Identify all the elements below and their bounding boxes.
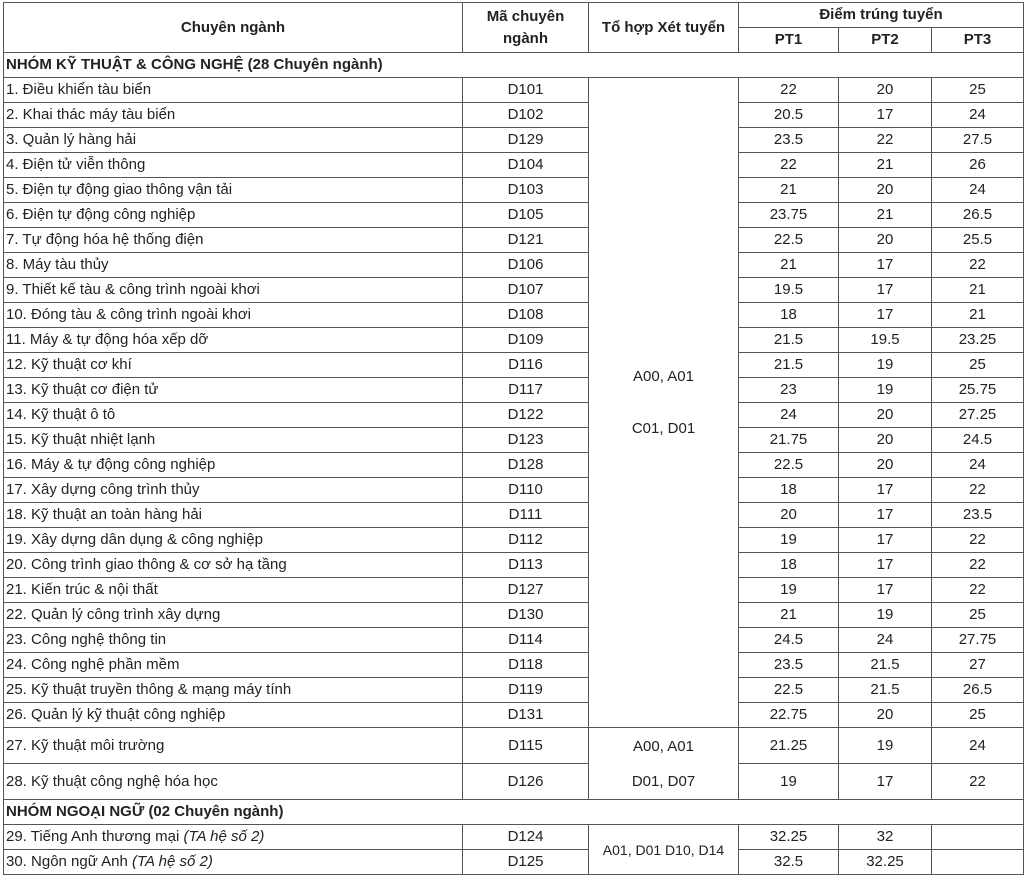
major-name: 22. Quản lý công trình xây dựng (4, 603, 463, 628)
group-title: NHÓM NGOẠI NGỮ (02 Chuyên ngành) (4, 800, 1024, 825)
header-pt1: PT1 (739, 28, 839, 53)
major-name: 9. Thiết kế tàu & công trình ngoài khơi (4, 278, 463, 303)
score-pt1: 18 (739, 553, 839, 578)
major-name: 11. Máy & tự động hóa xếp dỡ (4, 328, 463, 353)
score-pt1: 21.25 (739, 728, 839, 764)
score-pt3: 25 (932, 603, 1024, 628)
score-pt3: 26 (932, 153, 1024, 178)
score-pt2: 20 (839, 178, 932, 203)
table-row (4, 603, 1024, 628)
combo-cell: A01, D01 D10, D14 (589, 825, 739, 875)
table-row (4, 78, 1024, 103)
major-code: D124 (463, 825, 589, 850)
score-pt1: 22.5 (739, 453, 839, 478)
score-pt1: 23.75 (739, 203, 839, 228)
table-row (4, 764, 1024, 800)
score-pt1: 19.5 (739, 278, 839, 303)
combo-cell (589, 78, 739, 728)
score-pt2: 21 (839, 153, 932, 178)
major-code: D112 (463, 528, 589, 553)
major-code: D107 (463, 278, 589, 303)
score-pt3: 24 (932, 178, 1024, 203)
major-name: 26. Quản lý kỹ thuật công nghiệp (4, 703, 463, 728)
score-pt1: 23.5 (739, 128, 839, 153)
major-code: D101 (463, 78, 589, 103)
major-code: D127 (463, 578, 589, 603)
table-row (4, 378, 1024, 403)
table-row (4, 528, 1024, 553)
major-code: D111 (463, 503, 589, 528)
score-pt1: 18 (739, 478, 839, 503)
score-pt2: 19 (839, 728, 932, 764)
table-row (4, 228, 1024, 253)
score-pt2: 17 (839, 553, 932, 578)
table-row (4, 203, 1024, 228)
score-pt2: 19.5 (839, 328, 932, 353)
score-pt3: 24.5 (932, 428, 1024, 453)
table-row (4, 703, 1024, 728)
score-pt2: 17 (839, 303, 932, 328)
major-name: 21. Kiến trúc & nội thất (4, 578, 463, 603)
major-code: D121 (463, 228, 589, 253)
major-name: 2. Khai thác máy tàu biển (4, 103, 463, 128)
major-code: D131 (463, 703, 589, 728)
score-pt3: 26.5 (932, 203, 1024, 228)
major-code: D105 (463, 203, 589, 228)
score-pt3: 24 (932, 728, 1024, 764)
score-pt1: 20.5 (739, 103, 839, 128)
score-pt1: 21 (739, 253, 839, 278)
header-code (463, 3, 589, 53)
score-pt3: 27.5 (932, 128, 1024, 153)
major-name: 12. Kỹ thuật cơ khí (4, 353, 463, 378)
score-pt2: 17 (839, 253, 932, 278)
score-pt2: 19 (839, 603, 932, 628)
major-name-text: 30. Ngôn ngữ Anh (6, 853, 132, 870)
score-pt3: 22 (932, 528, 1024, 553)
score-pt1: 21.5 (739, 353, 839, 378)
score-pt2: 17 (839, 764, 932, 800)
score-pt3: 22 (932, 578, 1024, 603)
major-code: D117 (463, 378, 589, 403)
header-combo: Tổ hợp Xét tuyển (589, 3, 739, 53)
score-pt3: 22 (932, 253, 1024, 278)
table-row (4, 653, 1024, 678)
score-pt2: 17 (839, 478, 932, 503)
header-scores: Điểm trúng tuyển (739, 3, 1024, 28)
table-row (4, 578, 1024, 603)
major-code: D125 (463, 850, 589, 875)
group-row (4, 53, 1024, 78)
table-row (4, 428, 1024, 453)
major-code: D110 (463, 478, 589, 503)
major-note: (TA hệ số 2) (131, 853, 213, 870)
table-row (4, 453, 1024, 478)
major-name: 24. Công nghệ phần mềm (4, 653, 463, 678)
table-row (4, 825, 1024, 850)
major-code: D114 (463, 628, 589, 653)
score-pt3: 21 (932, 303, 1024, 328)
major-code: D130 (463, 603, 589, 628)
major-code: D104 (463, 153, 589, 178)
score-pt1: 32.5 (739, 850, 839, 875)
score-pt3: 24 (932, 453, 1024, 478)
major-name: 20. Công trình giao thông & cơ sở hạ tầng (4, 553, 463, 578)
major-name: 16. Máy & tự động công nghiệp (4, 453, 463, 478)
major-code: D123 (463, 428, 589, 453)
table-row (4, 503, 1024, 528)
combo-line: C01, D01 (631, 419, 696, 437)
table-row (4, 153, 1024, 178)
score-pt1: 22 (739, 78, 839, 103)
major-code: D119 (463, 678, 589, 703)
major-code: D128 (463, 453, 589, 478)
score-pt3: 22 (932, 553, 1024, 578)
score-pt1: 23.5 (739, 653, 839, 678)
table-row (4, 353, 1024, 378)
score-pt3 (932, 850, 1024, 875)
score-pt2: 24 (839, 628, 932, 653)
major-name (4, 850, 463, 875)
major-name: 5. Điện tự động giao thông vận tải (4, 178, 463, 203)
group-row (4, 800, 1024, 825)
score-pt2: 32 (839, 825, 932, 850)
score-pt2: 21.5 (839, 653, 932, 678)
major-name: 28. Kỹ thuật công nghệ hóa học (4, 764, 463, 800)
major-name: 17. Xây dựng công trình thủy (4, 478, 463, 503)
score-pt1: 21.75 (739, 428, 839, 453)
score-pt3: 26.5 (932, 678, 1024, 703)
score-pt3: 27.75 (932, 628, 1024, 653)
major-code: D115 (463, 728, 589, 764)
score-pt3: 25 (932, 353, 1024, 378)
major-code: D113 (463, 553, 589, 578)
group-title: NHÓM KỸ THUẬT & CÔNG NGHỆ (28 Chuyên ngành) (4, 53, 1024, 78)
major-name: 18. Kỹ thuật an toàn hàng hải (4, 503, 463, 528)
score-pt3: 23.5 (932, 503, 1024, 528)
table-row (4, 303, 1024, 328)
admission-scores-table (3, 2, 1024, 875)
score-pt2: 21.5 (839, 678, 932, 703)
table-row (4, 278, 1024, 303)
table-row (4, 253, 1024, 278)
major-code: D102 (463, 103, 589, 128)
major-code: D109 (463, 328, 589, 353)
score-pt2: 17 (839, 103, 932, 128)
header-pt2: PT2 (839, 28, 932, 53)
score-pt2: 20 (839, 228, 932, 253)
score-pt1: 32.25 (739, 825, 839, 850)
score-pt3: 27 (932, 653, 1024, 678)
table-row (4, 403, 1024, 428)
score-pt2: 22 (839, 128, 932, 153)
header-code-line1: Mã chuyên (486, 7, 565, 25)
score-pt2: 32.25 (839, 850, 932, 875)
score-pt2: 19 (839, 353, 932, 378)
major-name: 1. Điều khiển tàu biển (4, 78, 463, 103)
major-code: D126 (463, 764, 589, 800)
major-name-text: 29. Tiếng Anh thương mại (6, 828, 184, 845)
score-pt1: 23 (739, 378, 839, 403)
major-name: 7. Tự động hóa hệ thống điện (4, 228, 463, 253)
major-name: 15. Kỹ thuật nhiệt lạnh (4, 428, 463, 453)
combo-line: A00, A01 (633, 367, 694, 385)
score-pt1: 22.5 (739, 228, 839, 253)
major-code: D122 (463, 403, 589, 428)
major-name (4, 825, 463, 850)
score-pt1: 21 (739, 603, 839, 628)
score-pt3: 25.75 (932, 378, 1024, 403)
major-name: 23. Công nghệ thông tin (4, 628, 463, 653)
table-row (4, 478, 1024, 503)
score-pt3 (932, 825, 1024, 850)
score-pt3: 21 (932, 278, 1024, 303)
score-pt3: 22 (932, 478, 1024, 503)
score-pt3: 22 (932, 764, 1024, 800)
major-name: 19. Xây dựng dân dụng & công nghiệp (4, 528, 463, 553)
score-pt2: 20 (839, 428, 932, 453)
score-pt2: 19 (839, 378, 932, 403)
score-pt1: 22.75 (739, 703, 839, 728)
table-row (4, 103, 1024, 128)
major-name: 8. Máy tàu thủy (4, 253, 463, 278)
score-pt2: 20 (839, 453, 932, 478)
table-row (4, 678, 1024, 703)
score-pt3: 27.25 (932, 403, 1024, 428)
score-pt1: 22.5 (739, 678, 839, 703)
table-row (4, 178, 1024, 203)
table-row (4, 628, 1024, 653)
score-pt3: 25 (932, 703, 1024, 728)
major-code: D116 (463, 353, 589, 378)
major-code: D103 (463, 178, 589, 203)
header-major: Chuyên ngành (4, 3, 463, 53)
major-code: D106 (463, 253, 589, 278)
score-pt1: 20 (739, 503, 839, 528)
header-code-line2: ngành (503, 29, 548, 47)
major-name: 13. Kỹ thuật cơ điện tử (4, 378, 463, 403)
score-pt1: 19 (739, 578, 839, 603)
major-name: 27. Kỹ thuật môi trường (4, 728, 463, 764)
major-name: 3. Quản lý hàng hải (4, 128, 463, 153)
header-row (4, 3, 1024, 28)
major-code: D129 (463, 128, 589, 153)
combo-line: D01, D07 (631, 772, 696, 790)
header-pt3: PT3 (932, 28, 1024, 53)
combo-cell (589, 728, 739, 800)
score-pt3: 25 (932, 78, 1024, 103)
major-code: D108 (463, 303, 589, 328)
table-row (4, 728, 1024, 764)
major-name: 10. Đóng tàu & công trình ngoài khơi (4, 303, 463, 328)
major-name: 6. Điện tự động công nghiệp (4, 203, 463, 228)
score-pt2: 17 (839, 503, 932, 528)
score-pt1: 18 (739, 303, 839, 328)
major-name: 4. Điện tử viễn thông (4, 153, 463, 178)
major-name: 14. Kỹ thuật ô tô (4, 403, 463, 428)
score-pt2: 21 (839, 203, 932, 228)
score-pt1: 19 (739, 528, 839, 553)
table-row (4, 128, 1024, 153)
score-pt3: 24 (932, 103, 1024, 128)
table-row (4, 553, 1024, 578)
table-row (4, 850, 1024, 875)
score-pt1: 24 (739, 403, 839, 428)
major-code: D118 (463, 653, 589, 678)
combo-line: A00, A01 (633, 737, 694, 755)
score-pt3: 23.25 (932, 328, 1024, 353)
score-pt2: 20 (839, 403, 932, 428)
score-pt1: 22 (739, 153, 839, 178)
score-pt1: 21 (739, 178, 839, 203)
score-pt2: 20 (839, 78, 932, 103)
score-pt1: 24.5 (739, 628, 839, 653)
table-row (4, 328, 1024, 353)
score-pt2: 17 (839, 578, 932, 603)
major-name: 25. Kỹ thuật truyền thông & mạng máy tính (4, 678, 463, 703)
score-pt2: 17 (839, 278, 932, 303)
score-pt3: 25.5 (932, 228, 1024, 253)
major-note: (TA hệ số 2) (183, 828, 265, 845)
score-pt2: 17 (839, 528, 932, 553)
score-pt2: 20 (839, 703, 932, 728)
score-pt1: 21.5 (739, 328, 839, 353)
score-pt1: 19 (739, 764, 839, 800)
